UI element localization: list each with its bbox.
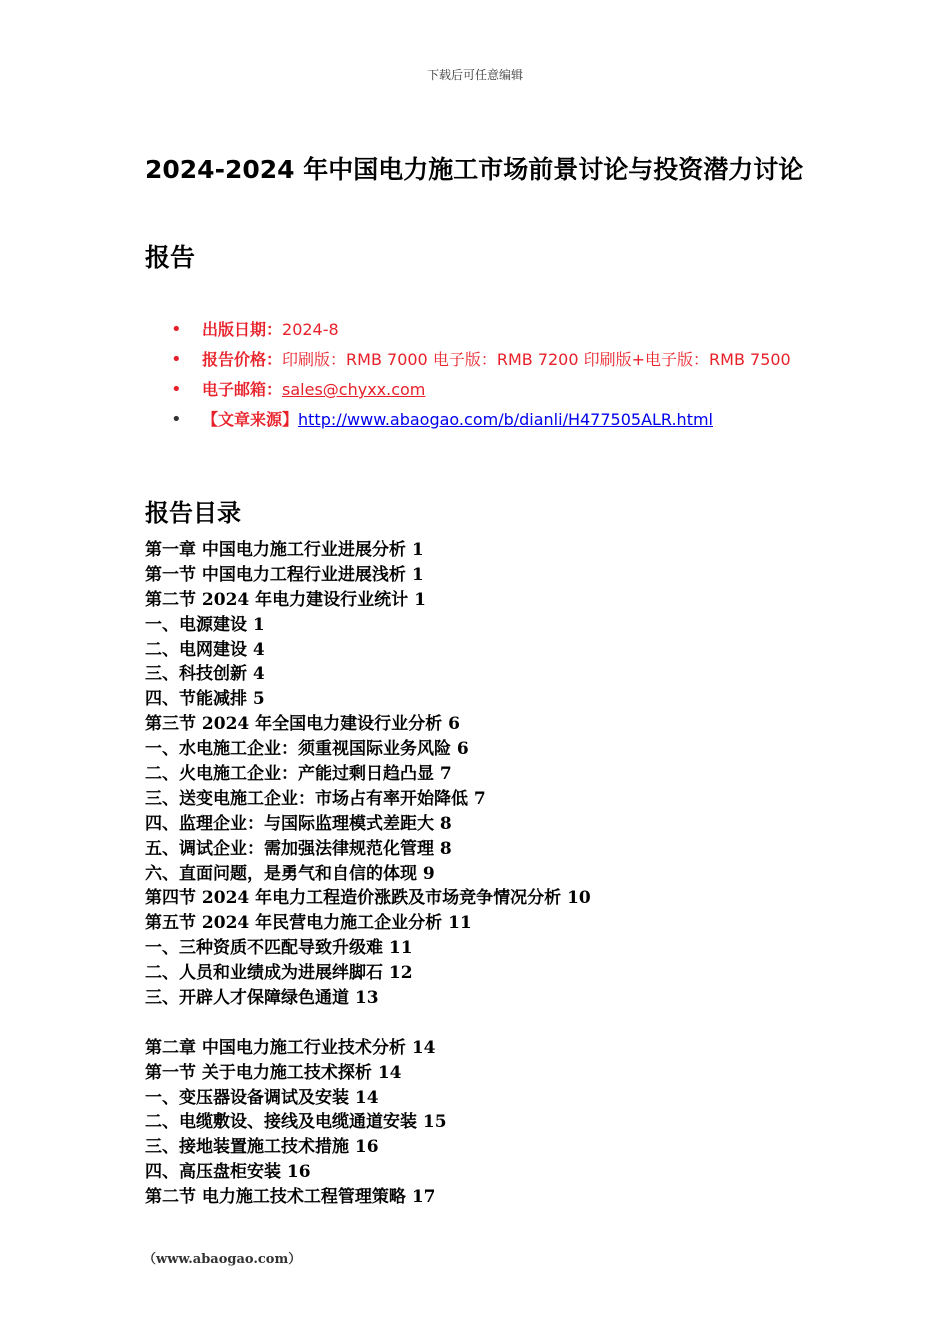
report-title: 2024-2024 年中国电力施工市场前景讨论与投资潜力讨论 <box>145 155 804 184</box>
toc-entry: 三、开辟人才保障绿色通道 13 <box>145 988 379 1009</box>
meta-publish-date <box>145 318 795 342</box>
meta-source <box>145 408 795 432</box>
toc-heading: 报告目录 <box>145 499 241 527</box>
price-e-label: 电子版： <box>427 350 497 369</box>
publish-label: 出版日期： <box>202 320 283 339</box>
email-label: 电子邮箱： <box>202 380 283 399</box>
price-both-label: 印刷版+电子版： <box>578 350 710 369</box>
price-e-value: RMB 7200 <box>496 350 579 369</box>
toc-entry: 一、变压器设备调试及安装 14 <box>145 1087 379 1108</box>
toc-entry: 一、电源建设 1 <box>145 614 265 635</box>
toc-entry: 第二节 电力施工技术工程管理策略 17 <box>145 1187 436 1208</box>
bullet-icon: • <box>171 379 182 400</box>
toc-entry: 第五节 2024 年民营电力施工企业分析 11 <box>145 913 472 934</box>
footer-note: （www.abaogao.com） <box>143 1252 302 1267</box>
price-print-label: 印刷版： <box>282 350 347 369</box>
report-title-line2: 报告 <box>145 243 196 272</box>
table-of-contents <box>145 538 845 1210</box>
toc-entry: 第一章 中国电力施工行业进展分析 1 <box>145 540 424 560</box>
price-print-value: RMB 7000 <box>346 350 428 369</box>
toc-entry: 四、监理企业：与国际监理模式差距大 8 <box>145 813 452 834</box>
toc-entry: 三、接地装置施工技术措施 16 <box>145 1137 379 1158</box>
toc-entry: 第二节 2024 年电力建设行业统计 1 <box>145 589 426 610</box>
price-both-value: RMB 7500 <box>709 350 791 369</box>
bullet-icon: • <box>171 319 182 340</box>
toc-entry: 第三节 2024 年全国电力建设行业分析 6 <box>145 714 460 735</box>
publish-value: 2024-8 <box>282 320 339 339</box>
bullet-icon: • <box>171 409 182 430</box>
toc-entry: 三、送变电施工企业：市场占有率开始降低 7 <box>145 788 486 809</box>
report-meta-list <box>145 318 795 438</box>
toc-entry: 四、节能减排 5 <box>145 689 265 710</box>
toc-entry: 五、调试企业：需加强法律规范化管理 8 <box>145 838 452 859</box>
toc-entry: 二、人员和业绩成为进展绊脚石 12 <box>145 963 413 984</box>
toc-entry <box>145 1011 845 1036</box>
email-link[interactable]: sales@chyxx.com <box>282 380 426 399</box>
toc-entry: 第一节 关于电力施工技术探析 14 <box>145 1062 402 1083</box>
meta-email <box>145 378 795 402</box>
toc-entry: 第二章 中国电力施工行业技术分析 14 <box>145 1037 436 1058</box>
toc-entry: 四、高压盘柜安装 16 <box>145 1162 311 1183</box>
toc-entry: 二、火电施工企业：产能过剩日趋凸显 7 <box>145 764 452 785</box>
toc-entry: 六、直面问题，是勇气和自信的体现 9 <box>145 863 435 884</box>
bullet-icon: • <box>171 349 182 370</box>
toc-entry: 一、水电施工企业：须重视国际业务风险 6 <box>145 739 469 760</box>
toc-entry: 二、电缆敷设、接线及电缆通道安装 15 <box>145 1112 447 1133</box>
toc-entry: 第一节 中国电力工程行业进展浅析 1 <box>145 564 424 585</box>
meta-price <box>145 348 795 372</box>
toc-entry: 一、三种资质不匹配导致升级难 11 <box>145 938 413 959</box>
price-label: 报告价格： <box>202 350 283 369</box>
toc-entry: 二、电网建设 4 <box>145 639 265 660</box>
source-label: 【文章来源】 <box>202 410 299 429</box>
toc-entry: 第四节 2024 年电力工程造价涨跌及市场竞争情况分析 10 <box>145 888 591 909</box>
toc-entry: 三、科技创新 4 <box>145 664 265 685</box>
source-link[interactable]: http://www.abaogao.com/b/dianli/H477505ALR.html <box>298 410 713 429</box>
header-note: 下载后可任意编辑 <box>426 68 523 82</box>
